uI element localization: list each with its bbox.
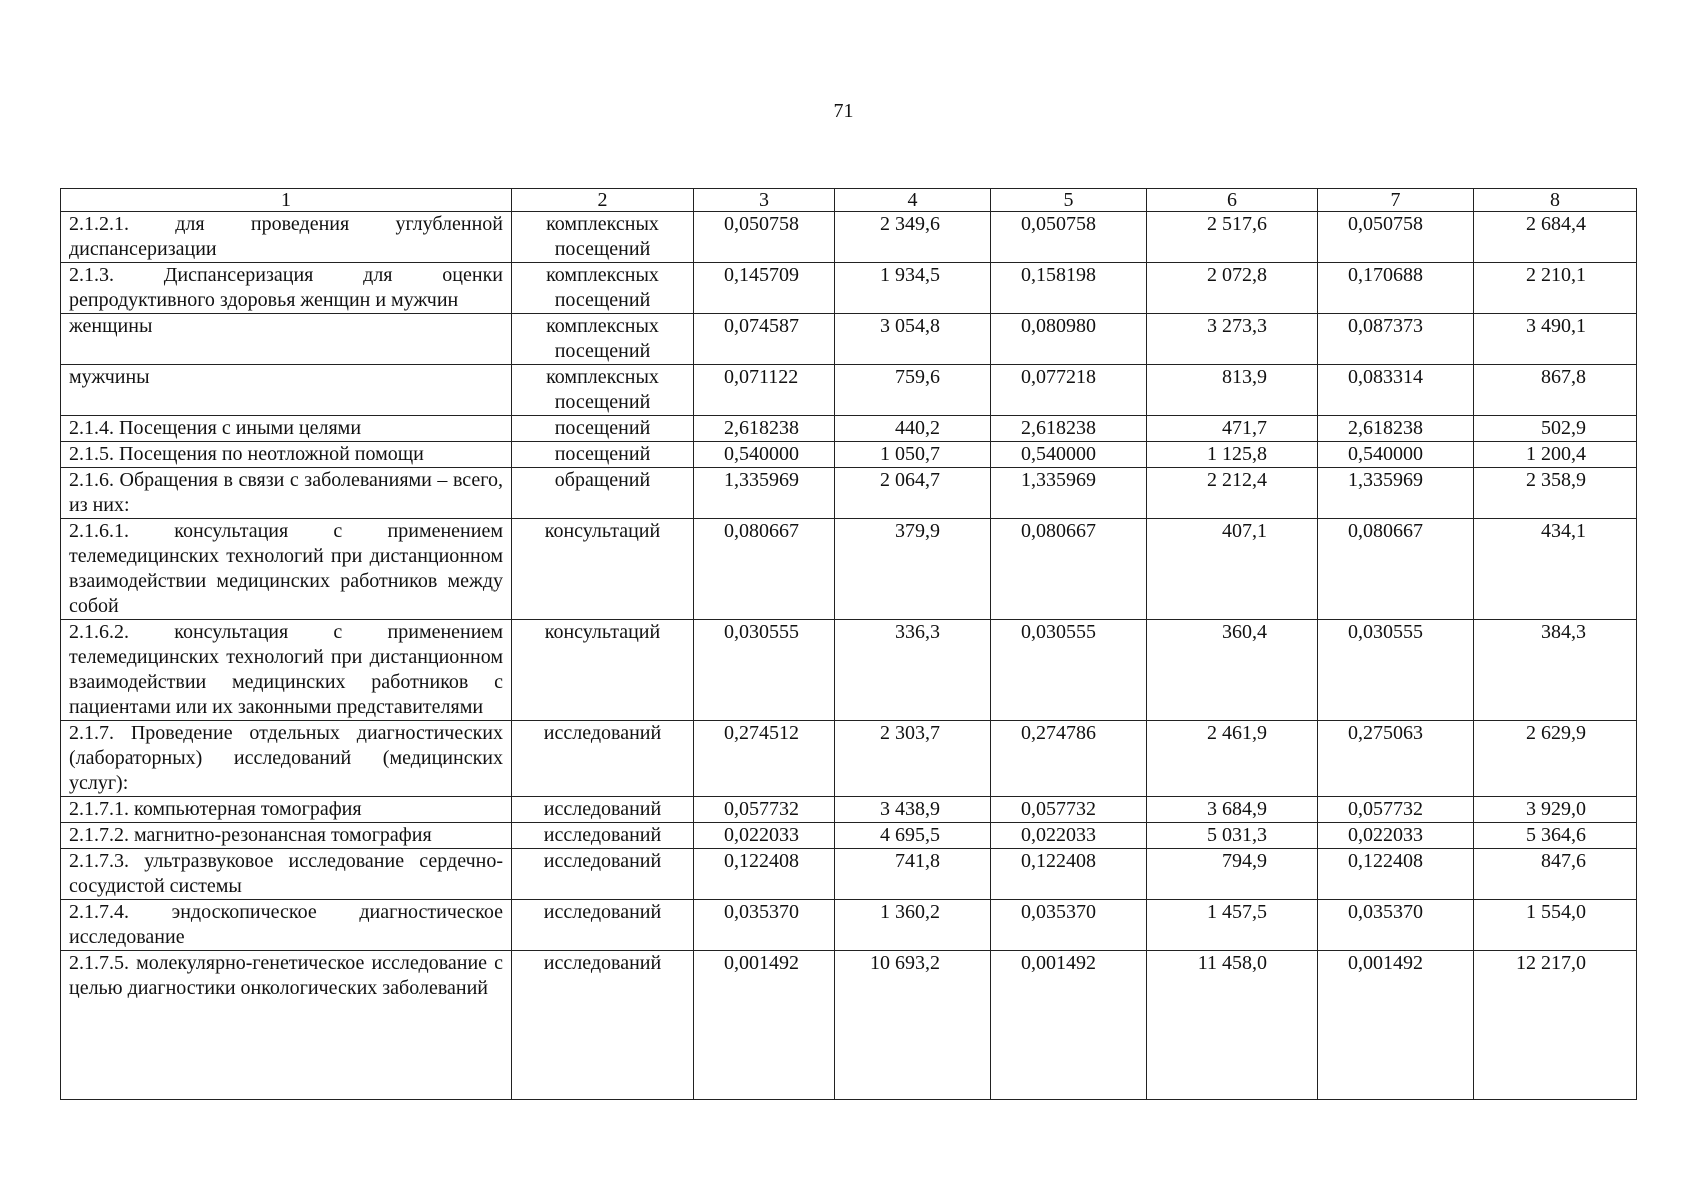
norm-value-cell: 0,080667 <box>1318 519 1474 620</box>
norm-value-cell: 0,540000 <box>694 442 835 468</box>
table-row <box>61 951 1637 1100</box>
norm-value-cell: 1,335969 <box>1318 468 1474 519</box>
norm-value-cell: 0,158198 <box>991 263 1147 314</box>
cost-value-cell: 741,8 <box>835 849 991 900</box>
cost-value-cell: 2 461,9 <box>1147 721 1318 797</box>
norm-value-cell: 0,022033 <box>1318 823 1474 849</box>
norm-value-cell: 0,083314 <box>1318 365 1474 416</box>
norm-value-cell: 0,274512 <box>694 721 835 797</box>
cost-value-cell: 440,2 <box>835 416 991 442</box>
row-label-cell: 2.1.7. Проведение отдельных диагностических (лабораторных) исследований (медицинских услуг): <box>61 721 512 797</box>
cost-value-cell: 847,6 <box>1474 849 1637 900</box>
norm-value-cell: 0,030555 <box>1318 620 1474 721</box>
cost-value-cell: 2 358,9 <box>1474 468 1637 519</box>
norm-value-cell: 2,618238 <box>991 416 1147 442</box>
norm-value-cell: 0,001492 <box>991 951 1147 1100</box>
unit-cell: исследований <box>512 797 694 823</box>
norm-value-cell: 0,050758 <box>1318 212 1474 263</box>
norm-value-cell: 0,057732 <box>694 797 835 823</box>
row-label-cell: женщины <box>61 314 512 365</box>
cost-value-cell: 2 212,4 <box>1147 468 1318 519</box>
unit-cell: посещений <box>512 442 694 468</box>
row-label-cell: 2.1.7.2. магнитно-резонансная томография <box>61 823 512 849</box>
column-header-6: 6 <box>1147 189 1318 212</box>
column-header-3: 3 <box>694 189 835 212</box>
norm-value-cell: 0,540000 <box>991 442 1147 468</box>
norm-value-cell: 0,274786 <box>991 721 1147 797</box>
norm-value-cell: 0,122408 <box>991 849 1147 900</box>
cost-value-cell: 3 490,1 <box>1474 314 1637 365</box>
table-row <box>61 263 1637 314</box>
norm-value-cell: 0,035370 <box>1318 900 1474 951</box>
unit-cell: исследований <box>512 823 694 849</box>
row-label-cell: мужчины <box>61 365 512 416</box>
table-row <box>61 849 1637 900</box>
row-label-cell: 2.1.7.3. ультразвуковое исследование сердечно-сосудистой системы <box>61 849 512 900</box>
table-row <box>61 212 1637 263</box>
table-row <box>61 416 1637 442</box>
cost-value-cell: 794,9 <box>1147 849 1318 900</box>
unit-cell: комплексных посещений <box>512 365 694 416</box>
norm-value-cell: 0,074587 <box>694 314 835 365</box>
norm-value-cell: 0,035370 <box>991 900 1147 951</box>
cost-value-cell: 11 458,0 <box>1147 951 1318 1100</box>
table-row <box>61 442 1637 468</box>
unit-cell: посещений <box>512 416 694 442</box>
table-row <box>61 620 1637 721</box>
table-row <box>61 314 1637 365</box>
data-table <box>60 188 1637 1100</box>
cost-value-cell: 1 457,5 <box>1147 900 1318 951</box>
row-label-cell: 2.1.7.4. эндоскопическое диагностическое исследование <box>61 900 512 951</box>
column-header-5: 5 <box>991 189 1147 212</box>
cost-value-cell: 1 360,2 <box>835 900 991 951</box>
row-label-cell: 2.1.7.1. компьютерная томография <box>61 797 512 823</box>
data-table-container <box>60 188 1636 1100</box>
norm-value-cell: 0,080667 <box>694 519 835 620</box>
cost-value-cell: 3 684,9 <box>1147 797 1318 823</box>
cost-value-cell: 360,4 <box>1147 620 1318 721</box>
cost-value-cell: 2 349,6 <box>835 212 991 263</box>
page-number: 71 <box>833 100 854 122</box>
cost-value-cell: 1 934,5 <box>835 263 991 314</box>
cost-value-cell: 759,6 <box>835 365 991 416</box>
row-label-cell: 2.1.2.1. для проведения углубленной диспансеризации <box>61 212 512 263</box>
cost-value-cell: 1 200,4 <box>1474 442 1637 468</box>
norm-value-cell: 0,001492 <box>1318 951 1474 1100</box>
norm-value-cell: 0,170688 <box>1318 263 1474 314</box>
table-header-row <box>61 189 1637 212</box>
table-row <box>61 365 1637 416</box>
cost-value-cell: 5 364,6 <box>1474 823 1637 849</box>
table-row <box>61 468 1637 519</box>
row-label-cell: 2.1.7.5. молекулярно-генетическое исследование с целью диагностики онкологических заболеваний <box>61 951 512 1100</box>
cost-value-cell: 3 438,9 <box>835 797 991 823</box>
column-header-4: 4 <box>835 189 991 212</box>
row-label-cell: 2.1.6. Обращения в связи с заболеваниями – всего, из них: <box>61 468 512 519</box>
table-body <box>61 189 1637 1100</box>
unit-cell: комплексных посещений <box>512 212 694 263</box>
table-row <box>61 519 1637 620</box>
cost-value-cell: 434,1 <box>1474 519 1637 620</box>
norm-value-cell: 0,030555 <box>694 620 835 721</box>
cost-value-cell: 471,7 <box>1147 416 1318 442</box>
row-label-cell: 2.1.4. Посещения с иными целями <box>61 416 512 442</box>
unit-cell: исследований <box>512 951 694 1100</box>
norm-value-cell: 0,071122 <box>694 365 835 416</box>
norm-value-cell: 0,057732 <box>991 797 1147 823</box>
cost-value-cell: 2 517,6 <box>1147 212 1318 263</box>
cost-value-cell: 813,9 <box>1147 365 1318 416</box>
norm-value-cell: 0,050758 <box>694 212 835 263</box>
cost-value-cell: 2 210,1 <box>1474 263 1637 314</box>
column-header-7: 7 <box>1318 189 1474 212</box>
row-label-cell: 2.1.6.1. консультация с применением телемедицинских технологий при дистанционном взаимодействии медицинских работников между собой <box>61 519 512 620</box>
row-label-cell: 2.1.5. Посещения по неотложной помощи <box>61 442 512 468</box>
norm-value-cell: 0,050758 <box>991 212 1147 263</box>
norm-value-cell: 0,057732 <box>1318 797 1474 823</box>
row-label-cell: 2.1.6.2. консультация с применением телемедицинских технологий при дистанционном взаимодействии медицинских работников с пациентами или их законными представителями <box>61 620 512 721</box>
cost-value-cell: 867,8 <box>1474 365 1637 416</box>
unit-cell: обращений <box>512 468 694 519</box>
cost-value-cell: 2 684,4 <box>1474 212 1637 263</box>
cost-value-cell: 407,1 <box>1147 519 1318 620</box>
norm-value-cell: 0,275063 <box>1318 721 1474 797</box>
cost-value-cell: 5 031,3 <box>1147 823 1318 849</box>
column-header-1: 1 <box>61 189 512 212</box>
unit-cell: консультаций <box>512 620 694 721</box>
cost-value-cell: 2 629,9 <box>1474 721 1637 797</box>
unit-cell: исследований <box>512 900 694 951</box>
table-row <box>61 797 1637 823</box>
norm-value-cell: 0,080980 <box>991 314 1147 365</box>
norm-value-cell: 0,087373 <box>1318 314 1474 365</box>
cost-value-cell: 2 072,8 <box>1147 263 1318 314</box>
unit-cell: исследований <box>512 849 694 900</box>
norm-value-cell: 0,022033 <box>991 823 1147 849</box>
norm-value-cell: 0,035370 <box>694 900 835 951</box>
cost-value-cell: 3 929,0 <box>1474 797 1637 823</box>
cost-value-cell: 2 064,7 <box>835 468 991 519</box>
unit-cell: комплексных посещений <box>512 263 694 314</box>
norm-value-cell: 0,145709 <box>694 263 835 314</box>
norm-value-cell: 2,618238 <box>1318 416 1474 442</box>
column-header-2: 2 <box>512 189 694 212</box>
cost-value-cell: 3 054,8 <box>835 314 991 365</box>
column-header-8: 8 <box>1474 189 1637 212</box>
norm-value-cell: 1,335969 <box>694 468 835 519</box>
norm-value-cell: 0,080667 <box>991 519 1147 620</box>
cost-value-cell: 384,3 <box>1474 620 1637 721</box>
norm-value-cell: 1,335969 <box>991 468 1147 519</box>
norm-value-cell: 0,022033 <box>694 823 835 849</box>
norm-value-cell: 0,122408 <box>1318 849 1474 900</box>
cost-value-cell: 1 554,0 <box>1474 900 1637 951</box>
table-row <box>61 721 1637 797</box>
norm-value-cell: 0,001492 <box>694 951 835 1100</box>
cost-value-cell: 502,9 <box>1474 416 1637 442</box>
cost-value-cell: 3 273,3 <box>1147 314 1318 365</box>
unit-cell: комплексных посещений <box>512 314 694 365</box>
cost-value-cell: 10 693,2 <box>835 951 991 1100</box>
cost-value-cell: 1 125,8 <box>1147 442 1318 468</box>
table-row <box>61 900 1637 951</box>
table-row <box>61 823 1637 849</box>
row-label-cell: 2.1.3. Диспансеризация для оценки репродуктивного здоровья женщин и мужчин <box>61 263 512 314</box>
norm-value-cell: 0,122408 <box>694 849 835 900</box>
cost-value-cell: 4 695,5 <box>835 823 991 849</box>
norm-value-cell: 0,540000 <box>1318 442 1474 468</box>
unit-cell: исследований <box>512 721 694 797</box>
norm-value-cell: 0,030555 <box>991 620 1147 721</box>
norm-value-cell: 0,077218 <box>991 365 1147 416</box>
cost-value-cell: 2 303,7 <box>835 721 991 797</box>
norm-value-cell: 2,618238 <box>694 416 835 442</box>
cost-value-cell: 379,9 <box>835 519 991 620</box>
cost-value-cell: 1 050,7 <box>835 442 991 468</box>
unit-cell: консультаций <box>512 519 694 620</box>
cost-value-cell: 12 217,0 <box>1474 951 1637 1100</box>
cost-value-cell: 336,3 <box>835 620 991 721</box>
